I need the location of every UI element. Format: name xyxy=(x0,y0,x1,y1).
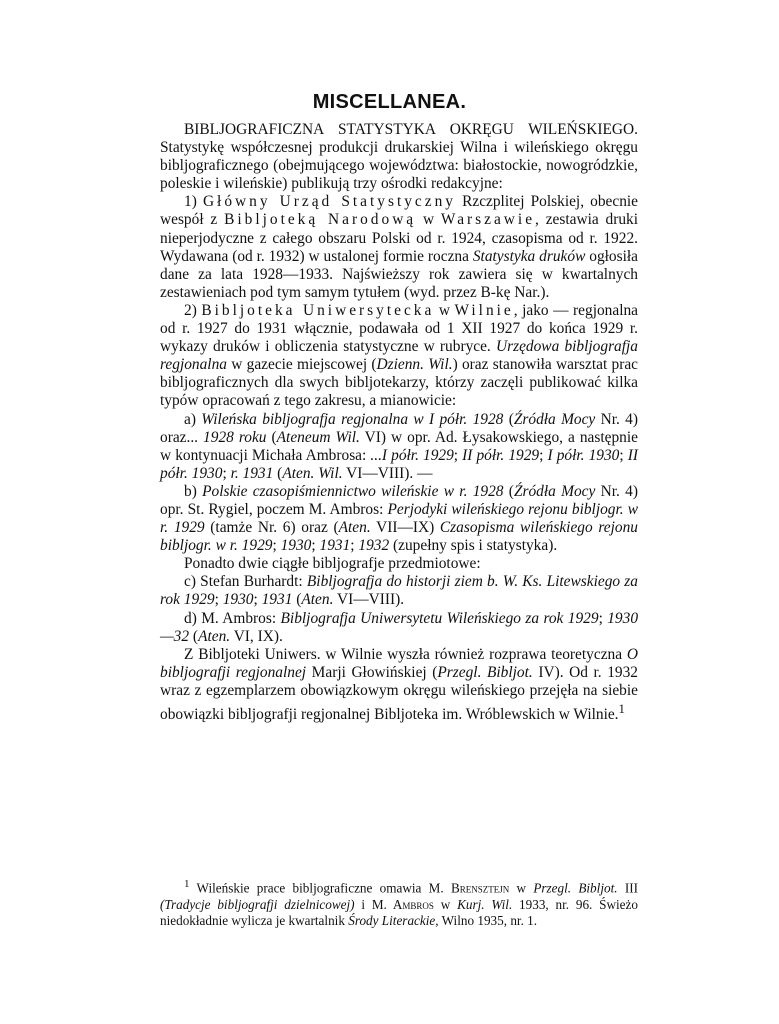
spaced-name: Warszawie xyxy=(440,211,536,229)
italic-title: 1930 xyxy=(222,591,254,609)
spaced-name: Bibljoteką Narodową xyxy=(224,211,417,229)
italic-title: Polskie czasopiśmiennictwo wileńskie w r. 1928 xyxy=(202,482,504,500)
italic-title: Statystyka druków xyxy=(472,247,586,265)
paragraph-item-1: 1) Główny Urząd Statystyczny Rzczplitej Polskiej, obecnie wespół z Bibljoteką Narodową w Warszawie, zestawia druki nieperjodyczne z całego obszaru Polski od r. 1924, czasopisma od r. 1922. Wydawana (od r. 1932) w ustalonej formie roczna Statystyka druków ogłosiła dane za lata 1928—1933. Najświeższy rok zawiera się w kwartalnych zestawieniach pod tym samym tytułem (wyd. przez B-kę Nar.). xyxy=(160,193,639,301)
intro-paragraph: BIBLJOGRAFICZNA STATYSTYKA OKRĘGU WILEŃSKIEGO. Statystykę współczesnej produkcji drukarskiej Wilna i wileńskiego okręgu bibljograficznego (obejmującego województwa: białostockie, nowogródzkie, poleskie i wileńskie) publikują trzy ośrodki redakcyjne: xyxy=(160,121,638,193)
italic-title: 1931 xyxy=(319,537,351,555)
italic-title: ...I półr. 1929 xyxy=(370,446,454,464)
italic-title: Perjodyki wileńskiego rejonu bibljogr. w r. 1929 xyxy=(160,500,638,537)
paragraph-final: Z Bibljoteki Uniwers. w Wilnie wyszła również rozprawa teoretyczna O bibljografji regjonalnej Marji Głowińskiej (Przegl. Bibljot. IV). Od r. 1932 wraz z egzemplarzem obowiązkowym okręgu wileńskiego przejęła na siebie obowiązki bibljografji regjonalnej Bibljoteka im. Wróblewskich w Wilnie.$^1$ xyxy=(160,645,638,724)
italic-title: 1930 xyxy=(280,537,312,555)
paragraph-item-a: a) Wileńska bibljografja regjonalna w I półr. 1928 (Źródła Mocy Nr. 4) oraz... 1928 roku (Ateneum Wil. VI) w opr. Ad. Łysakowskiego, a następnie w kontynuacji Michała Ambrosa: ...I półr. 1929; II półr. 1929; I półr. 1930; II półr. 1930; r. 1931 (Aten. Wil. VI—VIII). — xyxy=(160,410,638,482)
italic-title: Bibljografja do historji ziem b. W. Ks. Litewskiego za rok 1929 xyxy=(160,573,638,609)
italic-title: II półr. 1929 xyxy=(462,446,540,464)
page-title: MISCELLANEA. xyxy=(312,91,467,113)
paragraph-ponadto: Ponadto dwie ciągłe bibljografje przedmiotowe: xyxy=(184,555,481,573)
paragraph-item-c: c) Stefan Burhardt: Bibljografja do historji ziem b. W. Ks. Litewskiego za rok 1929; 1930; 1931 (Aten. VI—VIII). xyxy=(160,573,638,609)
italic-title: Przegl. Bibljot. xyxy=(533,880,618,896)
italic-title: Środy Literackie xyxy=(348,912,436,928)
italic-title: Wileńska bibljografja regjonalna w I półr. 1928 xyxy=(201,410,504,428)
paragraph-item-2: 2) Bibljoteka Uniwersytecka w Wilnie, jako — regjonalna od r. 1927 do 1931 włącznie, podawała od 1 XII 1927 do końca 1929 r. wykazy druków i obliczenia statystyczne w rubryce. Urzędowa bibljografja regjonalna w gazecie miejscowej (Dzienn. Wil.) oraz stanowiła warsztat prac bibljograficznych dla swych bibljotekarzy, którzy zaczęli publikować kilka typów opracowań z tego zakresu, a mianowicie: xyxy=(160,301,639,410)
author-name: M. Brensztejn xyxy=(428,880,510,896)
italic-title: Czasopisma wileńskiego rejonu bibljogr. w r. 1929 xyxy=(160,519,638,555)
italic-title: 1931 xyxy=(261,591,293,609)
italic-title: Aten. xyxy=(301,591,334,609)
italic-title: (Tradycje bibljografji dzielnicowej) xyxy=(160,896,355,912)
italic-title: Aten. xyxy=(338,519,371,537)
italic-title: 1932 xyxy=(358,537,390,555)
spaced-name: Bibljoteka Uniwersytecka xyxy=(201,301,435,319)
italic-title: Aten. Wil. xyxy=(282,464,343,482)
italic-title: Dzienn. Wil. xyxy=(376,356,453,374)
spaced-name: Wilnie xyxy=(454,301,514,319)
italic-title: Urzędowa bibljografja regjonalna xyxy=(160,338,639,374)
footnote xyxy=(160,876,638,929)
footnote-mark: 1 xyxy=(184,878,190,890)
italic-title: Kurj. Wil. xyxy=(457,896,513,912)
spaced-name: Główny Urząd Statystyczny xyxy=(202,193,456,211)
footnote-text: $^1$ Wileńskie prace bibljograficzne omawia M. Brensztejn w Przegl. Bibljot. III (Tradycje bibljografji dzielnicowej) i M. Ambros w Kurj. Wil. 1933, nr. 96. Świeżo niedokładnie wylicza je kwartalnik Środy Literackie, Wilno 1935, nr. 1. xyxy=(160,878,638,928)
italic-title: Bibljografja Uniwersytetu Wileńskiego za rok 1929 xyxy=(280,609,599,627)
paragraph-item-d: d) M. Ambros: Bibljografja Uniwersytetu Wileńskiego za rok 1929; 1930—32 (Aten. VI, IX). xyxy=(160,609,639,645)
italic-title: I półr. 1930 xyxy=(547,446,620,464)
italic-title: 1930—32 xyxy=(160,609,639,645)
section-heading: BIBLJOGRAFICZNA STATYSTYKA OKRĘGU WILEŃSKIEGO. xyxy=(184,121,638,138)
paragraph-item-b: b) Polskie czasopiśmiennictwo wileńskie w r. 1928 (Źródła Mocy Nr. 4) opr. St. Rygiel, poczem M. Ambros: Perjodyki wileńskiego rejonu bibljogr. w r. 1929 (tamże Nr. 6) oraz (Aten. VII—IX) Czasopisma wileńskiego rejonu bibljogr. w r. 1929; 1930; 1931; 1932 (zupełny spis i statystyka). xyxy=(160,482,638,555)
italic-title: 1928 roku xyxy=(203,428,267,446)
italic-title: r. 1931 xyxy=(230,464,274,482)
italic-title: Aten. xyxy=(198,627,231,645)
italic-title: Źródła Mocy xyxy=(513,482,596,500)
italic-title: Przegl. Bibljot. xyxy=(437,663,533,681)
footnote-reference[interactable]: 1 xyxy=(618,702,625,716)
italic-title: II półr. 1930 xyxy=(160,446,638,482)
author-name: M. Ambros xyxy=(371,896,434,912)
article-body xyxy=(160,121,638,724)
italic-title: Ateneum Wil. xyxy=(276,428,360,446)
italic-title: Źródła Mocy xyxy=(513,410,596,428)
italic-title: O bibljografji regjonalnej xyxy=(160,645,638,681)
